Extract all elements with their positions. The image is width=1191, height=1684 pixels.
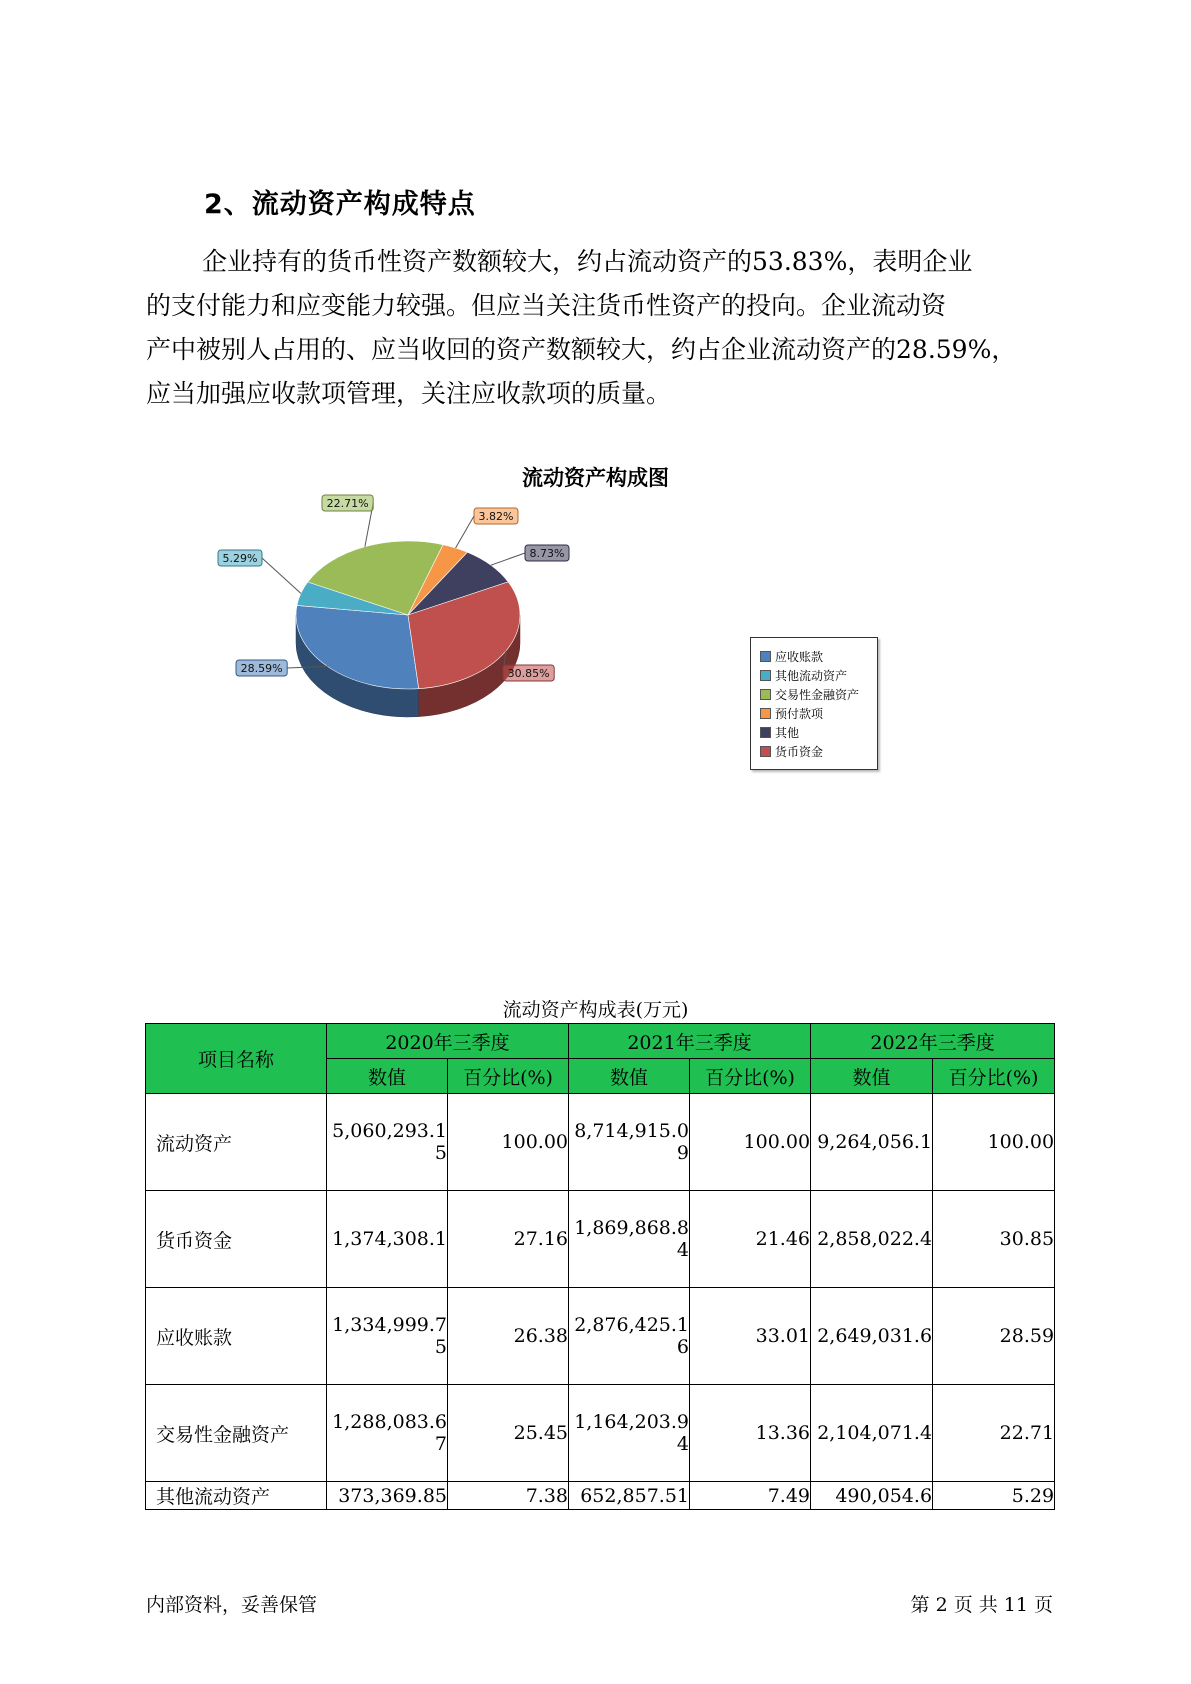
legend-swatch [760,651,771,662]
cell-percent: 22.71 [933,1385,1055,1482]
data-label: 28.59% [240,662,283,675]
cell-value: 2,876,425.16 [569,1288,690,1385]
table-row [146,1385,1055,1482]
cell-percent: 7.49 [690,1482,811,1510]
label-leader-line [456,516,474,548]
data-label: 3.82% [478,510,514,523]
legend-item [760,705,823,723]
data-label: 8.73% [529,547,565,560]
legend-item [760,743,823,761]
cell-value: 373,369.85 [327,1482,448,1510]
cell-percent: 33.01 [690,1288,811,1385]
table-row [146,1288,1055,1385]
cell-percent: 30.85 [933,1191,1055,1288]
header-period: 2021年三季度 [569,1024,811,1059]
footer-confidential: 内部资料，妥善保管 [146,1594,318,1616]
legend-item [760,686,859,704]
pie-chart [222,497,640,765]
table-caption: 流动资产构成表(万元) [502,999,689,1021]
legend-label: 货币资金 [775,745,824,759]
header-period: 2020年三季度 [327,1024,569,1059]
paragraph-line: 产中被别人占用的、应当收回的资产数额较大，约占企业流动资产的28.59%， [146,335,1017,364]
footer-page-number: 第 2 页 共 11 页 [910,1594,1053,1616]
cell-percent: 25.45 [448,1385,569,1482]
data-label: 30.85% [507,667,550,680]
legend-swatch [760,689,771,700]
cell-value: 1,334,999.75 [327,1288,448,1385]
cell-value: 9,264,056.1 [811,1094,933,1191]
cell-percent: 5.29 [933,1482,1055,1510]
cell-value: 1,869,868.84 [569,1191,690,1288]
legend-label: 交易性金融资产 [775,688,860,702]
section-heading: 2、流动资产构成特点 [204,189,476,220]
cell-value: 1,164,203.94 [569,1385,690,1482]
legend-swatch [760,727,771,738]
body-paragraph [146,240,1046,416]
cell-value: 1,374,308.1 [327,1191,448,1288]
row-name: 流动资产 [146,1094,327,1191]
cell-percent: 100.00 [448,1094,569,1191]
header-value: 数值 [327,1059,448,1094]
legend-label: 应收账款 [775,650,824,664]
paragraph-line: 应当加强应收款项管理，关注应收款项的质量。 [146,379,672,408]
legend-label: 预付款项 [775,707,824,721]
header-period: 2022年三季度 [811,1024,1055,1059]
header-value: 数值 [569,1059,690,1094]
cell-percent: 13.36 [690,1385,811,1482]
data-label: 5.29% [222,552,258,565]
chart-legend [750,637,878,770]
row-name: 交易性金融资产 [146,1385,327,1482]
cell-percent: 21.46 [690,1191,811,1288]
cell-value: 1,288,083.67 [327,1385,448,1482]
cell-percent: 28.59 [933,1288,1055,1385]
header-percent: 百分比(%) [690,1059,811,1094]
header-value: 数值 [811,1059,933,1094]
label-leader-line [491,553,525,565]
row-name: 应收账款 [146,1288,327,1385]
cell-value: 652,857.51 [569,1482,690,1510]
header-percent: 百分比(%) [448,1059,569,1094]
row-name: 其他流动资产 [146,1482,327,1510]
cell-value: 490,054.6 [811,1482,933,1510]
cell-percent: 100.00 [690,1094,811,1191]
row-name: 货币资金 [146,1191,327,1288]
legend-swatch [760,746,771,757]
header-item-name: 项目名称 [146,1024,327,1094]
legend-label: 其他流动资产 [775,669,848,683]
cell-percent: 7.38 [448,1482,569,1510]
cell-value: 2,104,071.4 [811,1385,933,1482]
legend-item [760,667,847,685]
data-label: 22.71% [326,497,369,510]
legend-swatch [760,708,771,719]
legend-item [760,648,823,666]
table-row [146,1191,1055,1288]
header-percent: 百分比(%) [933,1059,1055,1094]
legend-swatch [760,670,771,681]
cell-percent: 100.00 [933,1094,1055,1191]
legend-item [760,724,799,742]
table-row [146,1094,1055,1191]
chart-title: 流动资产构成图 [522,466,669,490]
cell-percent: 27.16 [448,1191,569,1288]
paragraph-line: 企业持有的货币性资产数额较大，约占流动资产的53.83%，表明企业 [202,247,973,276]
assets-table [145,1023,1055,1510]
paragraph-line: 的支付能力和应变能力较强。但应当关注货币性资产的投向。企业流动资 [146,291,947,320]
table-row [146,1482,1055,1510]
label-leader-line [262,558,301,593]
legend-label: 其他 [775,726,800,740]
cell-value: 2,649,031.6 [811,1288,933,1385]
cell-percent: 26.38 [448,1288,569,1385]
cell-value: 8,714,915.09 [569,1094,690,1191]
cell-value: 2,858,022.4 [811,1191,933,1288]
cell-value: 5,060,293.15 [327,1094,448,1191]
